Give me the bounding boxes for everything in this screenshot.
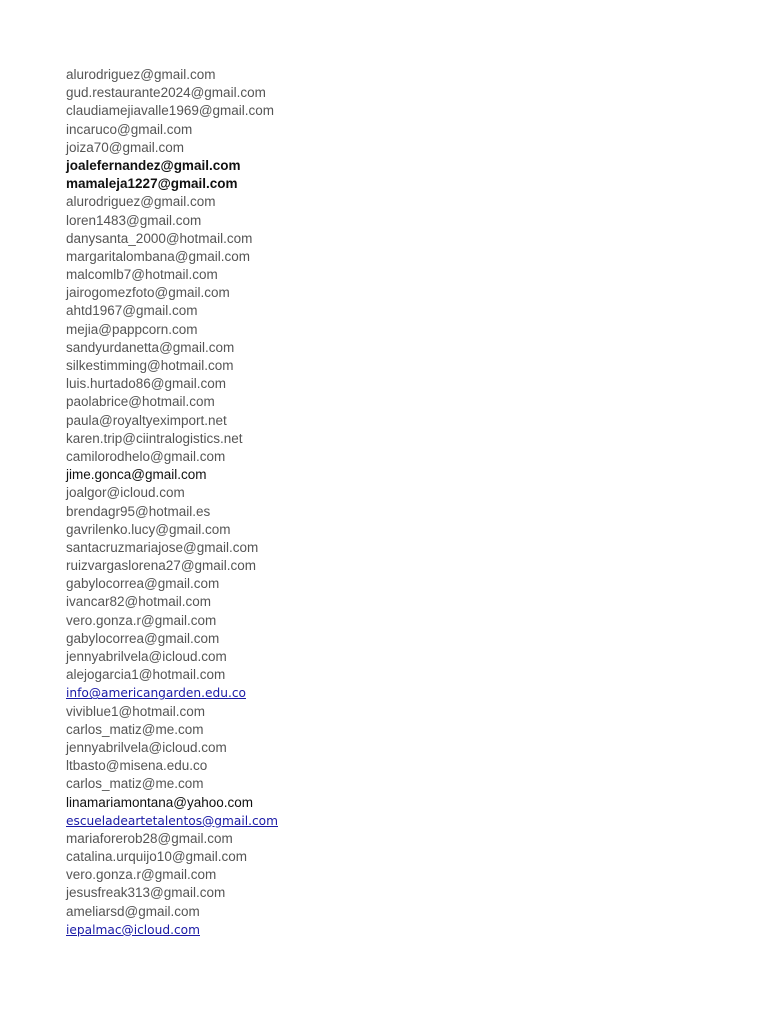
email-line: jairogomezfoto@gmail.com xyxy=(66,285,230,301)
email-line: brendagr95@hotmail.es xyxy=(66,503,211,519)
email-line: luis.hurtado86@gmail.com xyxy=(66,376,227,392)
email-line: joalefernandez@gmail.com xyxy=(66,157,241,173)
email-link[interactable]: info@americangarden.edu.co xyxy=(66,686,246,701)
email-line: ameliarsd@gmail.com xyxy=(66,903,200,919)
email-link[interactable]: iepalmac@icloud.com xyxy=(66,922,200,937)
email-line: mejia@pappcorn.com xyxy=(66,321,198,337)
email-line: loren1483@gmail.com xyxy=(66,212,202,228)
email-list xyxy=(66,66,716,939)
email-line: joalgor@icloud.com xyxy=(66,485,185,501)
email-line: alurodriguez@gmail.com xyxy=(66,194,216,210)
email-line: ltbasto@misena.edu.co xyxy=(66,758,208,774)
email-line: vero.gonza.r@gmail.com xyxy=(66,867,217,883)
email-line: gabylocorrea@gmail.com xyxy=(66,630,220,646)
email-line: jime.gonca@gmail.com xyxy=(66,467,207,483)
email-line: claudiamejiavalle1969@gmail.com xyxy=(66,103,275,119)
email-line: viviblue1@hotmail.com xyxy=(66,703,206,719)
email-line: vero.gonza.r@gmail.com xyxy=(66,612,217,628)
email-line: alurodriguez@gmail.com xyxy=(66,67,216,82)
email-line: carlos_matiz@me.com xyxy=(66,721,204,737)
email-line: ivancar82@hotmail.com xyxy=(66,594,212,610)
email-line: joiza70@gmail.com xyxy=(66,139,184,155)
email-line: danysanta_2000@hotmail.com xyxy=(66,230,253,246)
email-line: ahtd1967@gmail.com xyxy=(66,303,198,319)
email-line: paula@royaltyeximport.net xyxy=(66,412,227,428)
email-line: santacruzmariajose@gmail.com xyxy=(66,539,259,555)
email-line: linamariamontana@yahoo.com xyxy=(66,794,254,810)
email-line: incaruco@gmail.com xyxy=(66,121,193,137)
email-line: ruizvargaslorena27@gmail.com xyxy=(66,558,257,574)
email-line: alejogarcia1@hotmail.com xyxy=(66,667,226,683)
email-line: jennyabrilvela@icloud.com xyxy=(66,649,227,664)
email-line: karen.trip@ciintralogistics.net xyxy=(66,430,243,446)
email-line: margaritalombana@gmail.com xyxy=(66,248,251,264)
email-line: gud.restaurante2024@gmail.com xyxy=(66,85,266,101)
email-line: mamaleja1227@gmail.com xyxy=(66,176,238,192)
email-line: gavrilenko.lucy@gmail.com xyxy=(66,521,231,537)
email-line: jesusfreak313@gmail.com xyxy=(66,885,226,901)
email-link[interactable]: escueladeartetalentos@gmail.com xyxy=(66,813,278,828)
email-line: silkestimming@hotmail.com xyxy=(66,358,234,373)
email-line: catalina.urquijo10@gmail.com xyxy=(66,849,248,865)
email-line: malcomlb7@hotmail.com xyxy=(66,267,218,283)
email-line: jennyabrilvela@icloud.com xyxy=(66,739,227,755)
email-line: paolabrice@hotmail.com xyxy=(66,394,215,410)
email-line: camilorodhelo@gmail.com xyxy=(66,448,226,464)
email-line: gabylocorrea@gmail.com xyxy=(66,576,220,592)
email-line: sandyurdanetta@gmail.com xyxy=(66,339,235,355)
email-line: carlos_matiz@me.com xyxy=(66,776,204,792)
email-line: mariaforerob28@gmail.com xyxy=(66,830,233,846)
